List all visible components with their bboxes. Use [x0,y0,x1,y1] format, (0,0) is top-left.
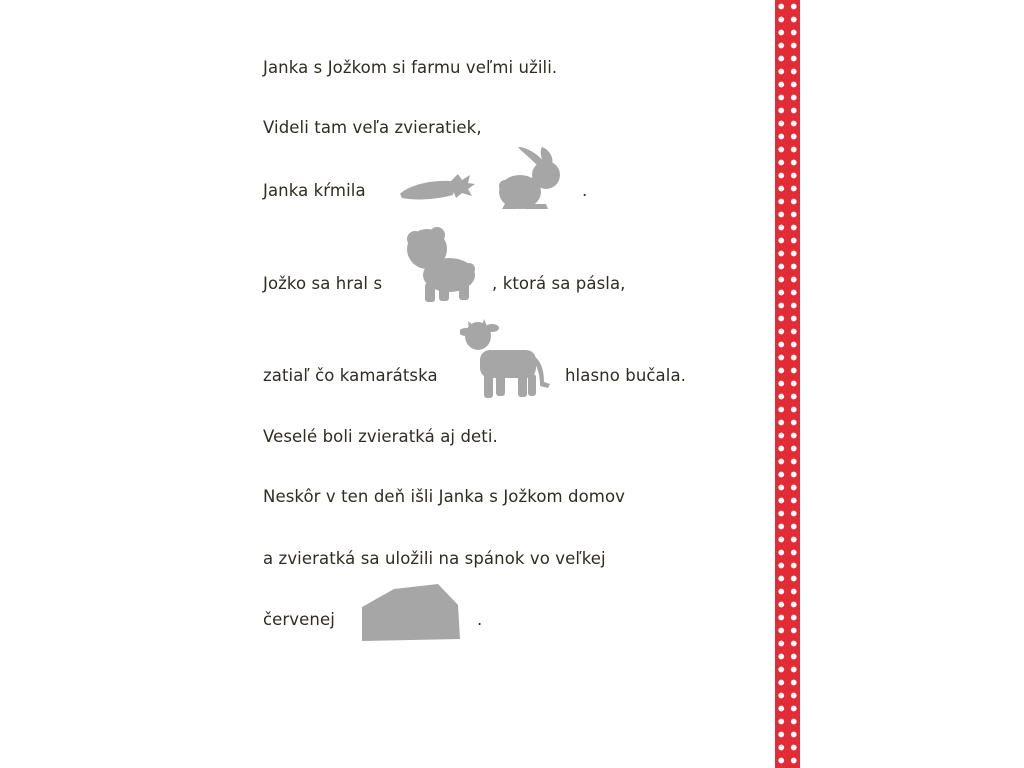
sheep-icon [405,227,477,303]
story-line-4: Jožko sa hral s [263,274,383,293]
rabbit-icon [498,146,568,210]
story-line-5: zatiaľ čo kamarátska [263,366,438,385]
story-line-2: Videli tam veľa zvieratiek, [263,118,482,137]
carrot-icon [398,172,476,208]
story-line-9: červenej [263,610,335,629]
story-line-3-period: . [582,181,588,200]
story-line-1: Janka s Jožkom si farmu veľmi užili. [263,58,558,77]
story-line-8: a zvieratká sa uložili na spánok vo veľkej [263,549,606,568]
story-line-3: Janka kŕmila [263,181,366,200]
polka-dot-ribbon [775,0,800,768]
cow-icon [460,316,552,398]
barn-icon [360,583,462,641]
story-line-6: Veselé boli zvieratká aj deti. [263,427,498,446]
story-line-9-period: . [477,610,483,629]
story-line-5-end: hlasno bučala. [565,366,687,385]
story-line-4-end: , ktorá sa pásla, [492,274,626,293]
story-line-7: Neskôr v ten deň išli Janka s Jožkom domov [263,487,626,506]
